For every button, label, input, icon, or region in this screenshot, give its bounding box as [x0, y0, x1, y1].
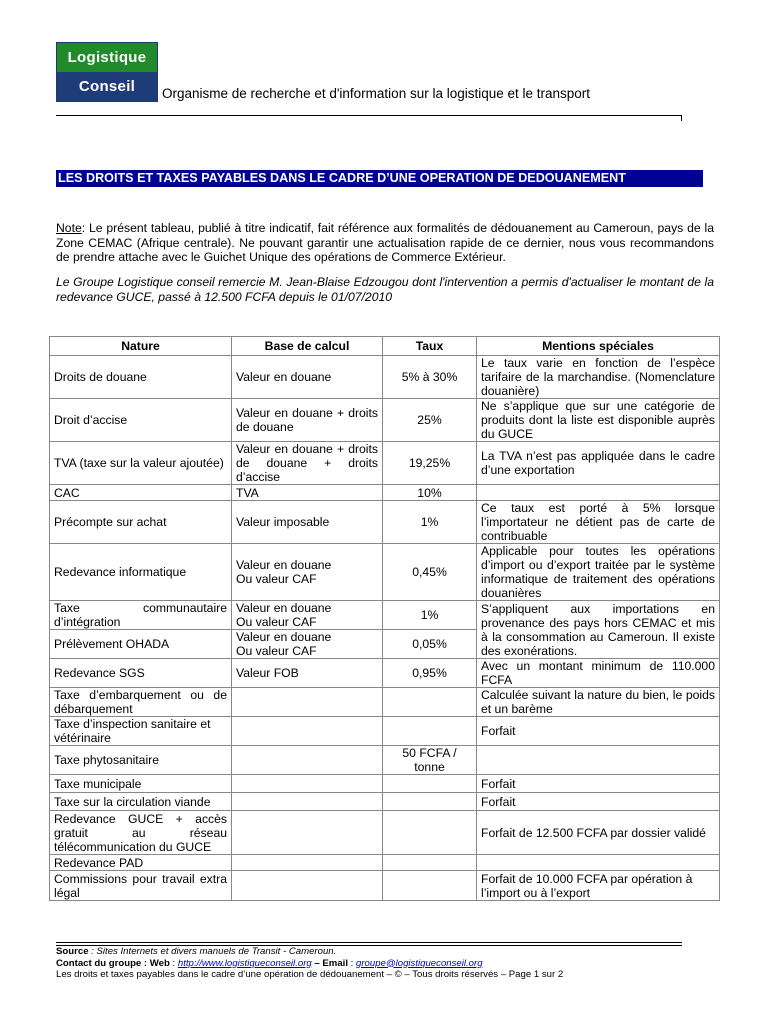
cell-mentions: Forfait [477, 793, 720, 811]
cell-base [232, 855, 383, 871]
cell-base [232, 746, 383, 775]
cell-taux: 10% [383, 485, 477, 501]
table-row [50, 501, 720, 544]
table-row [50, 356, 720, 399]
note-paragraph [56, 221, 714, 265]
cell-mentions: Avec un montant minimum de 110.000 FCFA [477, 659, 720, 688]
cell-base [232, 775, 383, 793]
cell-nature: Précompte sur achat [50, 501, 232, 544]
thanks-paragraph: Le Groupe Logistique conseil remercie M. Jean-Blaise Edzougou dont l'intervention a permis d'actualiser le montant de la redevance GUCE, passé à 12.500 FCFA depuis le 01/07/2010 [56, 275, 714, 304]
header-rule [56, 115, 682, 116]
footer-contact: Contact du groupe : Web : http://www.logistiqueconseil.org – Email : groupe@logistiqueconseil.org [56, 957, 483, 969]
cell-taux: 0,45% [383, 544, 477, 601]
cell-taux: 0,05% [383, 630, 477, 659]
cell-taux: 19,25% [383, 442, 477, 485]
cell-base [232, 811, 383, 855]
table-row [50, 442, 720, 485]
footer-rule [56, 942, 682, 943]
header-taux: Taux [383, 337, 477, 356]
table-row [50, 659, 720, 688]
cell-nature: Taxe d’embarquement ou de débarquement [50, 688, 232, 717]
cell-mentions: Forfait de 12.500 FCFA par dossier validé [477, 811, 720, 855]
cell-taux [383, 717, 477, 746]
cell-taux [383, 811, 477, 855]
table-row [50, 746, 720, 775]
cell-base: Valeur imposable [232, 501, 383, 544]
table-row [50, 855, 720, 871]
table-row [50, 871, 720, 901]
cell-base: TVA [232, 485, 383, 501]
cell-nature: Droits de douane [50, 356, 232, 399]
cell-mentions: S’appliquent aux importations en provenance des pays hors CEMAC et mis à la consommation au Cameroun. Il existe des exonérations. [477, 601, 720, 659]
cell-base [232, 688, 383, 717]
table-row [50, 688, 720, 717]
cell-nature: Taxe communautaire d’intégration [50, 601, 232, 630]
cell-base [232, 871, 383, 901]
table-row [50, 717, 720, 746]
cell-base [232, 717, 383, 746]
cell-taux [383, 688, 477, 717]
cell-mentions [477, 485, 720, 501]
header-mentions: Mentions spéciales [477, 337, 720, 356]
cell-mentions: Forfait [477, 775, 720, 793]
note-label: Note [56, 221, 82, 235]
cell-taux: 5% à 30% [383, 356, 477, 399]
cell-taux: 25% [383, 399, 477, 442]
taxes-table [49, 336, 720, 901]
footer [56, 946, 563, 981]
cell-mentions: Forfait [477, 717, 720, 746]
table-header-row [50, 337, 720, 356]
cell-base: Valeur en douane + droits de douane + droits d’accise [232, 442, 383, 485]
cell-nature: Redevance PAD [50, 855, 232, 871]
header-tagline: Organisme de recherche et d'information sur la logistique et le transport [162, 86, 591, 101]
cell-mentions: La TVA n’est pas appliquée dans le cadre d’une exportation [477, 442, 720, 485]
cell-nature: Taxe municipale [50, 775, 232, 793]
header-rule-tick [681, 115, 682, 121]
cell-base: Valeur en douane Ou valeur CAF [232, 544, 383, 601]
cell-base [232, 793, 383, 811]
table-row [50, 399, 720, 442]
cell-taux: 1% [383, 501, 477, 544]
header-nature: Nature [50, 337, 232, 356]
cell-nature: Taxe sur la circulation viande [50, 793, 232, 811]
cell-base: Valeur FOB [232, 659, 383, 688]
page-title-banner: LES DROITS ET TAXES PAYABLES DANS LE CADRE D’UNE OPERATION DE DEDOUANEMENT [56, 170, 703, 187]
footer-email-label: – Email [311, 957, 348, 969]
cell-nature: Taxe phytosanitaire [50, 746, 232, 775]
table-row [50, 485, 720, 501]
note-text: : Le présent tableau, publié à titre indicatif, fait référence aux formalités de dédouanement au Cameroun, pays de la Zone CEMAC (Afrique centrale). Ne pouvant garantir une actualisation rapide de ce dernier, nous vous recommandons de prendre attache avec le Guichet Unique des opérations de Commerce Extérieur. [56, 221, 714, 264]
footer-source-text: : Sites Internets et divers manuels de Transit - Cameroun. [88, 946, 337, 957]
cell-taux [383, 793, 477, 811]
cell-taux: 1% [383, 601, 477, 630]
footer-source [56, 946, 563, 958]
cell-taux [383, 871, 477, 901]
logo [56, 42, 158, 102]
cell-nature: TVA (taxe sur la valeur ajoutée) [50, 442, 232, 485]
table-row [50, 544, 720, 601]
footer-copyright: Les droits et taxes payables dans le cadre d’une opération de dédouanement – © – Tous droits réservés – Page 1 sur 2 [56, 969, 564, 980]
table-row [50, 775, 720, 793]
table-row [50, 811, 720, 855]
footer-source-label: Source [56, 946, 89, 957]
header-base-calcul: Base de calcul [232, 337, 383, 356]
cell-nature: Redevance informatique [50, 544, 232, 601]
logo-line1: Logistique [57, 43, 157, 72]
cell-mentions: Ne s’applique que sur une catégorie de produits dont la liste est disponible auprès du GUCE [477, 399, 720, 442]
cell-mentions: Forfait de 10.000 FCFA par opération à l’import ou à l’export [477, 871, 720, 901]
cell-base: Valeur en douane [232, 356, 383, 399]
cell-mentions [477, 746, 720, 775]
cell-taux: 50 FCFA / tonne [383, 746, 477, 775]
cell-nature: Taxe d’inspection sanitaire et vétérinaire [50, 717, 232, 746]
cell-mentions: Applicable pour toutes les opérations d’import ou d’export traitée par le système informatique de traitement des opérations douanières [477, 544, 720, 601]
cell-taux [383, 855, 477, 871]
cell-base: Valeur en douane Ou valeur CAF [232, 630, 383, 659]
cell-mentions: Ce taux est porté à 5% lorsque l’importateur ne détient pas de carte de contribuable [477, 501, 720, 544]
cell-mentions: Le taux varie en fonction de l’espèce tarifaire de la marchandise. (Nomenclature douanière) [477, 356, 720, 399]
cell-nature: Redevance SGS [50, 659, 232, 688]
cell-mentions [477, 855, 720, 871]
cell-nature: Prélèvement OHADA [50, 630, 232, 659]
table-row [50, 601, 720, 630]
logo-line2: Conseil [57, 72, 157, 101]
cell-base: Valeur en douane Ou valeur CAF [232, 601, 383, 630]
footer-web-link[interactable]: http://www.logistiqueconseil.org [177, 957, 312, 969]
cell-nature: Droit d’accise [50, 399, 232, 442]
footer-contact-label: Contact du groupe : Web [56, 957, 170, 969]
table-row [50, 793, 720, 811]
footer-email-link[interactable]: groupe@logistiqueconseil.org [356, 957, 483, 969]
cell-nature: Commissions pour travail extra légal [50, 871, 232, 901]
cell-mentions: Calculée suivant la nature du bien, le poids et un barème [477, 688, 720, 717]
cell-nature: CAC [50, 485, 232, 501]
cell-taux [383, 775, 477, 793]
cell-nature: Redevance GUCE + accès gratuit au réseau télécommunication du GUCE [50, 811, 232, 855]
cell-base: Valeur en douane + droits de douane [232, 399, 383, 442]
cell-taux: 0,95% [383, 659, 477, 688]
